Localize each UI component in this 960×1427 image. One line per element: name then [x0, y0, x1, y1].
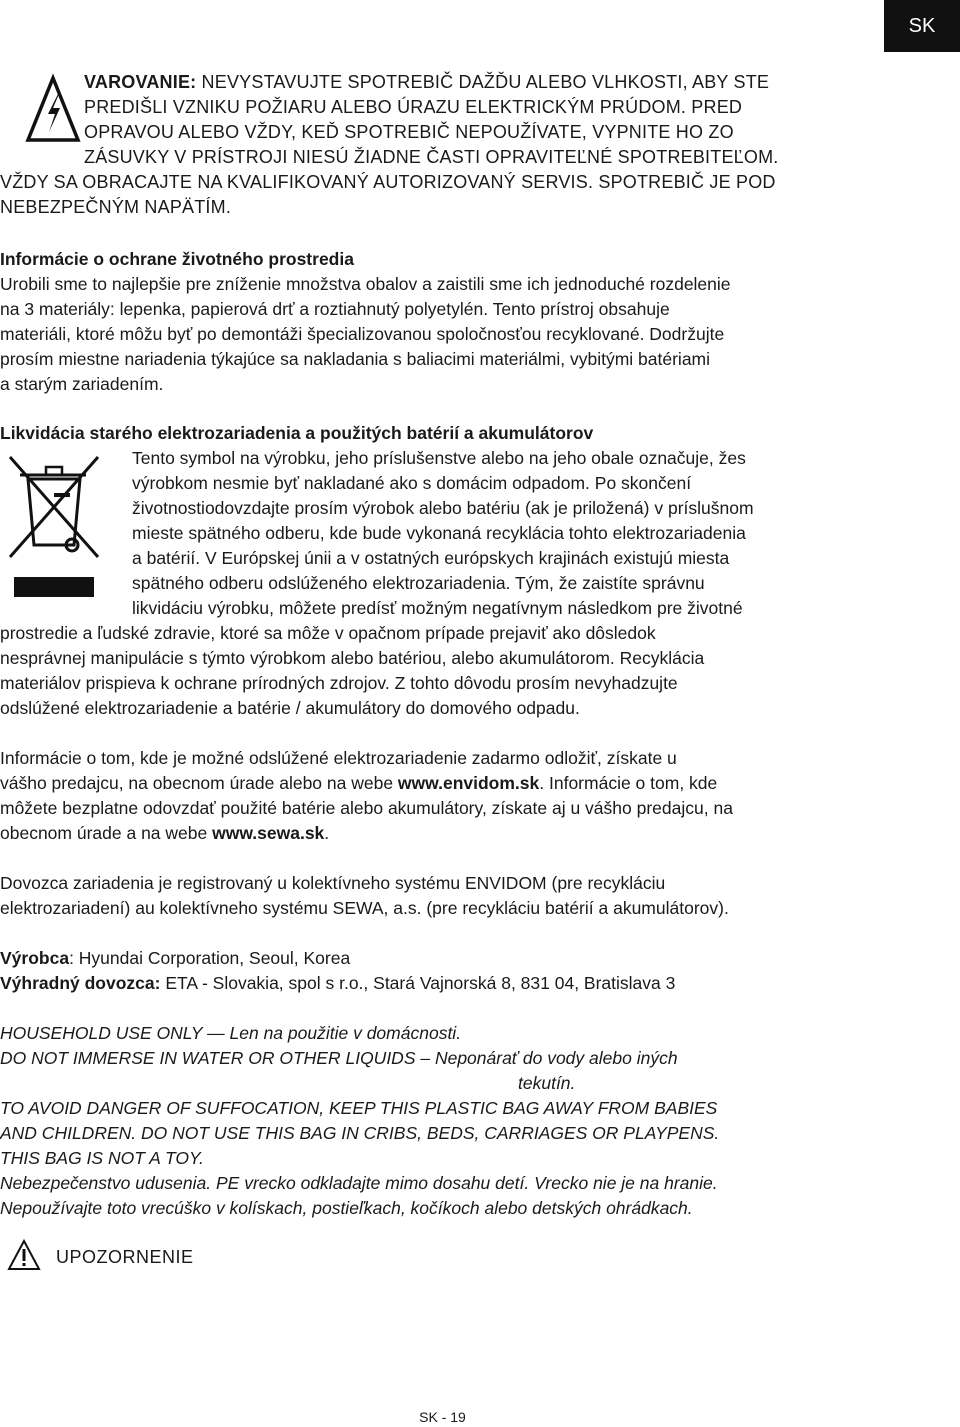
warning-line-5: VŽDY SA OBRACAJTE NA KVALIFIKOVANÝ AUTORIZOVANÝ SERVIS. SPOTREBIČ JE POD: [0, 172, 776, 192]
env-line-2: na 3 materiály: lepenka, papierová drť a roztiahnutý polyetylén. Tento prístroj obsahuje: [0, 299, 670, 319]
distributor-line: Výhradný dovozca: ETA - Slovakia, spol s r.o., Stará Vajnorská 8, 831 04, Bratislava 3: [0, 973, 676, 993]
notice-line-7: Nebezpečenstvo udusenia. PE vrecko odkladajte mimo dosahu detí. Vrecko nie je na hranie.: [0, 1173, 718, 1193]
disposal-line-6: spätného odberu odslúženého elektrozariadenia. Tým, že zaistíte správnu: [132, 573, 705, 593]
env-line-3: materiáli, ktoré môžu byť po demontáži špecializovanou spoločnosťou recyklované. Dodržujte: [0, 324, 725, 344]
sewa-link[interactable]: www.sewa.sk: [212, 823, 325, 843]
disposal-line-9: nesprávnej manipulácie s týmto výrobkom alebo batériou, alebo akumulátorom. Recyklácia: [0, 648, 705, 668]
warning-line-6: NEBEZPEČNÝM NAPÄTÍM.: [0, 197, 232, 217]
warning-label: VAROVANIE:: [84, 72, 197, 92]
env-line-4: prosím miestne nariadenia týkajúce sa nakladania s baliacimi materiálmi, vybitými batériami: [0, 349, 711, 369]
notice-line-3: tekutín.: [518, 1073, 576, 1093]
disposal-heading: Likvidácia starého elektrozariadenia a použitých batérií a akumulátorov: [0, 423, 594, 443]
disposal-line-3: životnostiodovzdajte prosím výrobok alebo batériu (ak je priložená) v príslušnom: [132, 498, 754, 518]
warning-line-3: OPRAVOU ALEBO VŽDY, KEĎ SPOTREBIČ NEPOUŽÍVATE, VYPNITE HO ZO: [84, 122, 734, 142]
importer-line-2: elektrozariadení) au kolektívneho systému SEWA, a.s. (pre recykláciu batérií a akumulátorov).: [0, 898, 729, 918]
info-line-2: vášho predajcu, na obecnom úrade alebo na webe www.envidom.sk. Informácie o tom, kde: [0, 773, 718, 793]
crossed-out-wheelie-bin-icon: [6, 453, 102, 601]
info-line-4: obecnom úrade a na webe www.sewa.sk.: [0, 823, 330, 843]
info-line-1: Informácie o tom, kde je možné odslúžené elektrozariadenie zadarmo odložiť, získate u: [0, 748, 677, 768]
disposal-line-4: mieste spätného odberu, kde bude vykonaná recyklácia tohto elektrozariadenia: [132, 523, 746, 543]
caution-triangle-icon: [6, 1238, 42, 1272]
notice-line-6: THIS BAG IS NOT A TOY.: [0, 1148, 204, 1168]
caution-label: UPOZORNENIE: [56, 1247, 194, 1267]
disposal-line-7: likvidáciu výrobku, môžete predísť možným negatívnym následkom pre životné: [132, 598, 743, 618]
disposal-line-5: a batérií. V Európskej únii a v ostatných európskych krajinách existujú miesta: [132, 548, 730, 568]
manufacturer-label: Výrobca: [0, 948, 70, 968]
importer-line-1: Dovozca zariadenia je registrovaný u kolektívneho systému ENVIDOM (pre recykláciu: [0, 873, 666, 893]
notice-line-4: TO AVOID DANGER OF SUFFOCATION, KEEP THIS PLASTIC BAG AWAY FROM BABIES: [0, 1098, 718, 1118]
env-line-5: a starým zariadením.: [0, 374, 164, 394]
disposal-line-11: odslúžené elektrozariadenie a batérie / akumulátory do domového odpadu.: [0, 698, 580, 718]
envidom-link[interactable]: www.envidom.sk: [397, 773, 540, 793]
notice-line-5: AND CHILDREN. DO NOT USE THIS BAG IN CRIBS, BEDS, CARRIAGES OR PLAYPENS.: [0, 1123, 720, 1143]
warning-line-4: ZÁSUVKY V PRÍSTROJI NIESÚ ŽIADNE ČASTI OPRAVITEĽNÉ SPOTREBITEĽOM.: [84, 147, 779, 167]
notice-line-8: Nepoužívajte toto vrecúško v kolískach, postieľkach, kočíkoch alebo detských ohrádkach.: [0, 1198, 693, 1218]
disposal-line-10: materiálov prispieva k ochrane prírodných zdrojov. Z tohto dôvodu prosím nevyhadzujte: [0, 673, 678, 693]
warning-line-2: PREDIŠLI VZNIKU POŽIARU ALEBO ÚRAZU ELEKTRICKÝM PRÚDOM. PRED: [84, 97, 743, 117]
disposal-line-2: výrobkom nesmie byť nakladané ako s domácim odpadom. Po skončení: [132, 473, 692, 493]
language-badge: SK: [884, 0, 960, 52]
page-number: SK - 19: [419, 1409, 466, 1425]
env-line-1: Urobili sme to najlepšie pre zníženie množstva obalov a zaistili sme ich jednoduché rozdelenie: [0, 274, 731, 294]
disposal-line-8: prostredie a ľudské zdravie, ktoré sa môže v opačnom prípade prejaviť ako dôsledok: [0, 623, 656, 643]
info-line-3: môžete bezplatne odovzdať použité batérie alebo akumulátory, získate aj u vášho predajcu, na: [0, 798, 733, 818]
disposal-line-1: Tento symbol na výrobku, jeho príslušenstve alebo na jeho obale označuje, žes: [132, 448, 746, 468]
notice-line-1: HOUSEHOLD USE ONLY — Len na použitie v domácnosti.: [0, 1023, 462, 1043]
electric-shock-warning-icon: [24, 72, 82, 148]
manufacturer-line: Výrobca: Hyundai Corporation, Seoul, Korea: [0, 948, 351, 968]
warning-line-1: VAROVANIE: NEVYSTAVUJTE SPOTREBIČ DAŽĎU ALEBO VLHKOSTI, ABY STE: [84, 72, 770, 92]
env-heading: Informácie o ochrane životného prostredia: [0, 249, 354, 269]
notice-line-2: DO NOT IMMERSE IN WATER OR OTHER LIQUIDS – Neponárať do vody alebo iných: [0, 1048, 678, 1068]
distributor-label: Výhradný dovozca:: [0, 973, 161, 993]
